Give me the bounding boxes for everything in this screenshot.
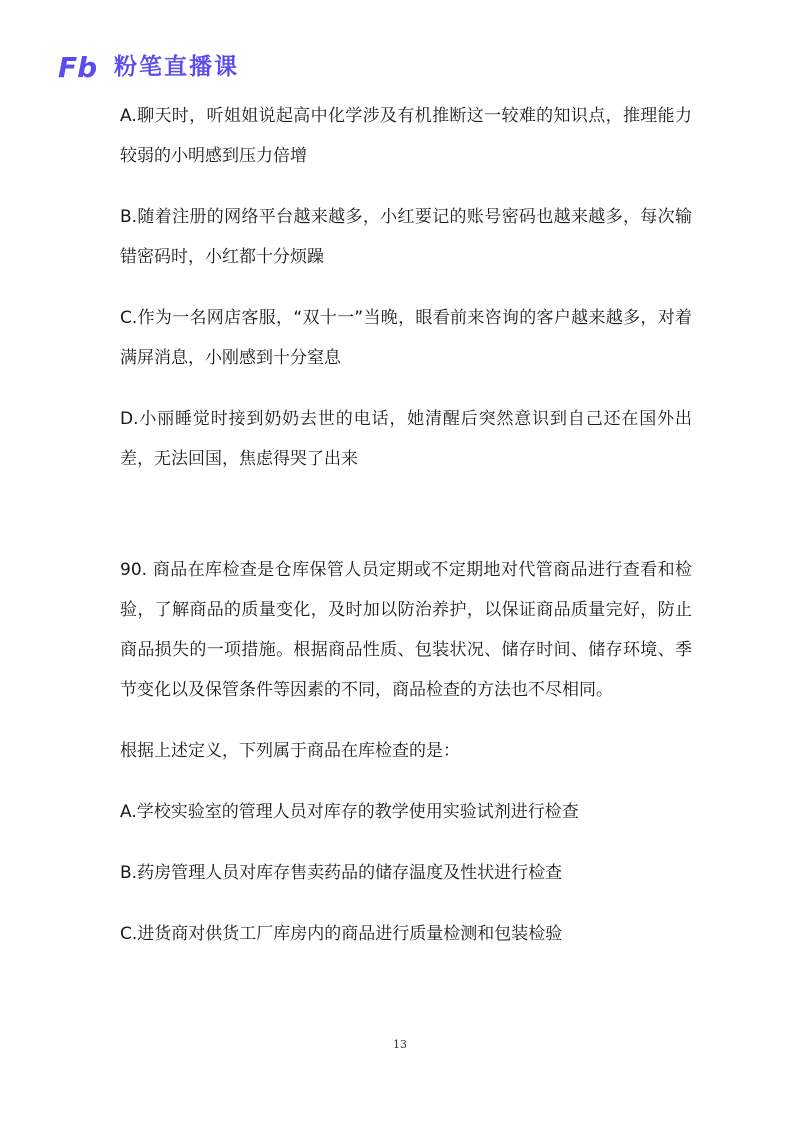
logo-text: Fb <box>58 52 98 82</box>
header <box>58 50 239 84</box>
option-a-q89: A.聊天时，听姐姐说起高中化学涉及有机推断这一较难的知识点，推理能力较弱的小明感到压力倍增 <box>120 106 692 166</box>
option-b-q89: B.随着注册的网络平台越来越多，小红要记的账号密码也越来越多，每次输错密码时，小红都十分烦躁 <box>120 207 692 267</box>
brand-name: 粉笔直播课 <box>114 54 239 80</box>
question-90-stem: 90. 商品在库检查是仓库保管人员定期或不定期地对代管商品进行查看和检验，了解商品的质量变化，及时加以防治养护，以保证商品质量完好，防止商品损失的一项措施。根据商品性质、包装状况、储存时间、储存环境、季节变化以及保管条件等因素的不同，商品检查的方法也不尽相同。 <box>120 560 692 700</box>
page-number: 13 <box>393 1038 407 1051</box>
option-c-q89: C.作为一名网店客服，“双十一”当晚，眼看前来咨询的客户越来越多，对着满屏消息，小刚感到十分窒息 <box>120 308 692 368</box>
fb-logo-icon <box>58 52 108 82</box>
option-c-q90: C.进货商对供货工厂库房内的商品进行质量检测和包装检验 <box>120 924 563 944</box>
page-content <box>120 96 692 954</box>
option-d-q89: D.小丽睡觉时接到奶奶去世的电话，她清醒后突然意识到自己还在国外出差，无法回国，焦虑得哭了出来 <box>120 409 692 469</box>
question-90-prompt: 根据上述定义，下列属于商品在库检查的是： <box>120 741 460 761</box>
option-b-q90: B.药房管理人员对库存售卖药品的储存温度及性状进行检查 <box>120 863 563 883</box>
option-a-q90: A.学校实验室的管理人员对库存的教学使用实验试剂进行检查 <box>120 802 579 822</box>
